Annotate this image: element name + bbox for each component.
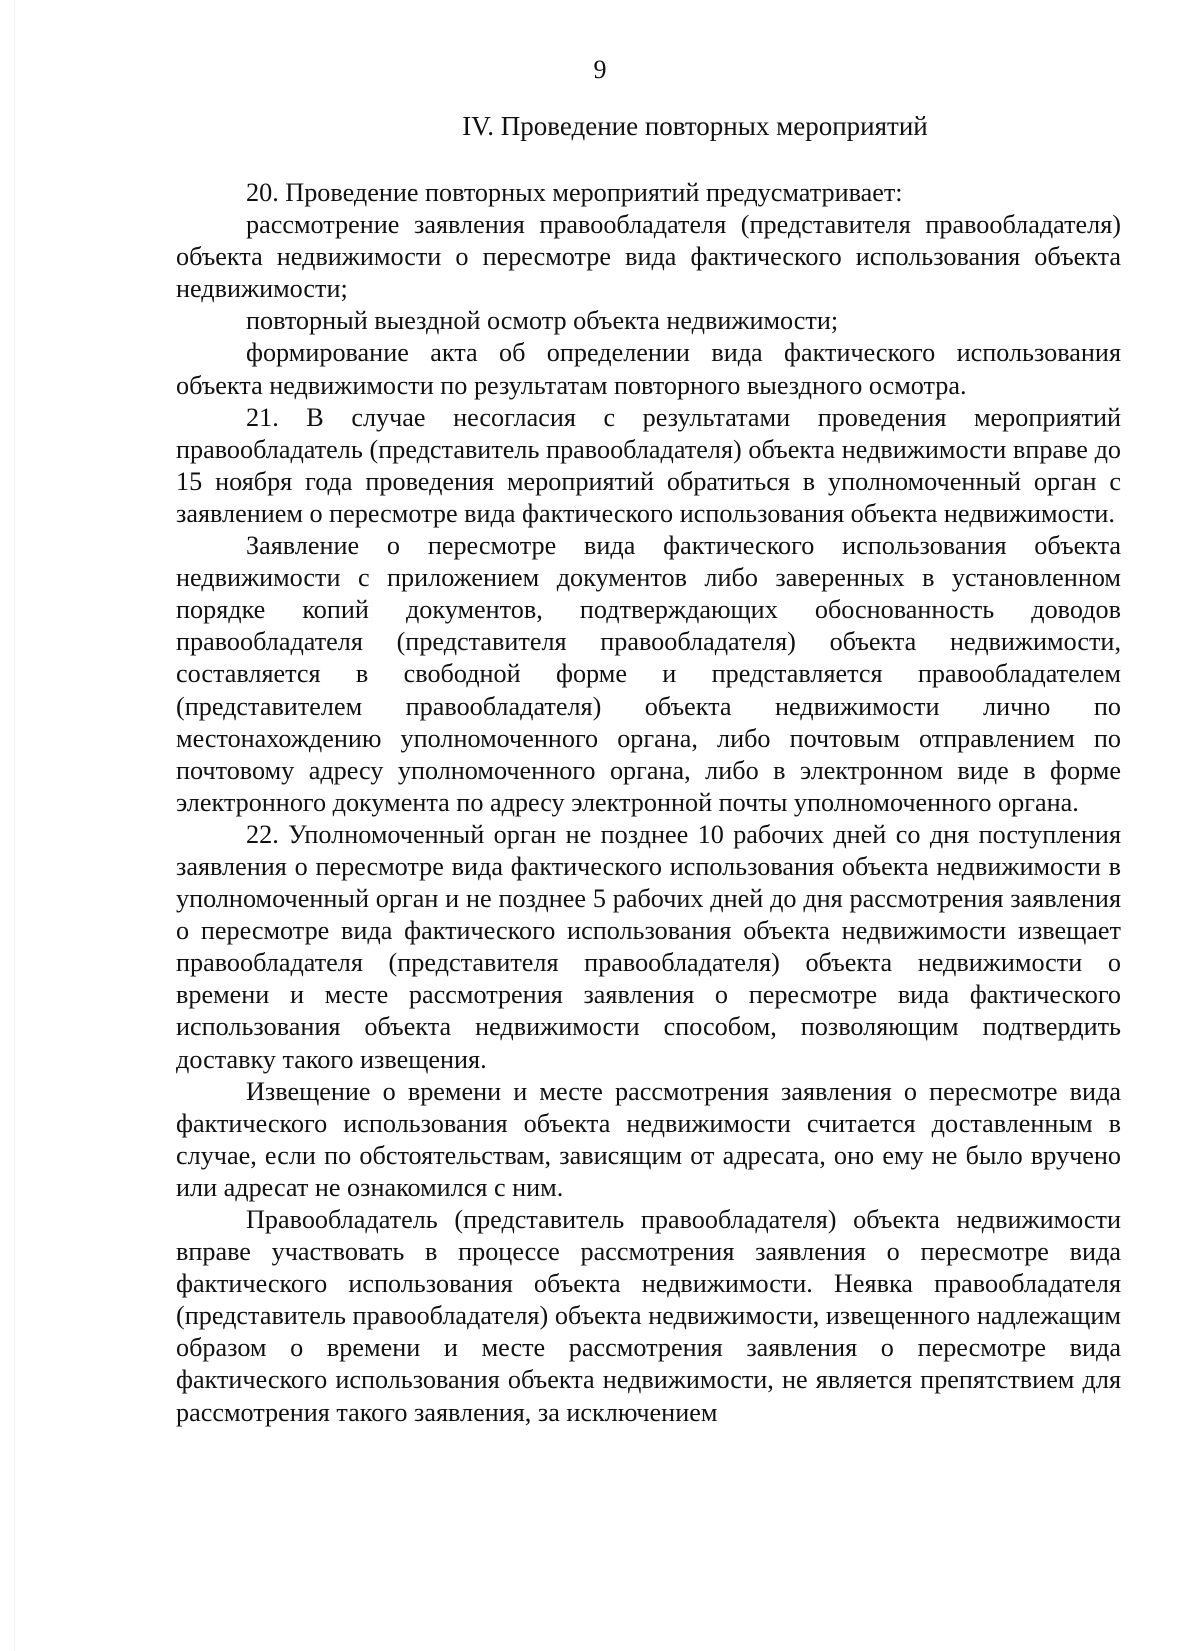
list-item-act-formation: формирование акта об определении вида фактического использования объекта недвижимости по результатам повторного выездного осмотра. xyxy=(176,338,1121,400)
document-body xyxy=(176,177,1121,1429)
page-number: 9 xyxy=(593,55,607,84)
paragraph-20-intro: 20. Проведение повторных мероприятий предусматривает: xyxy=(246,178,903,207)
list-item-repeat-inspection: повторный выездной осмотр объекта недвижимости; xyxy=(246,306,839,336)
paragraph-21: 21. В случае несогласия с результатами проведения мероприятий правообладатель (представитель правообладателя) объекта недвижимости вправе до 15 ноября года проведения мероприятий обратиться в уполномоченный орган с заявлением о пересмотре вида фактического использования объекта недвижимости. xyxy=(176,402,1121,528)
section-title: IV. Проведение повторных мероприятий xyxy=(462,111,928,141)
paragraph-application-submission: Заявление о пересмотре вида фактического использования объекта недвижимости с приложением документов либо заверенных в установленном порядке копий документов, подтверждающих обоснованность доводов правообладателя (представителя правообладателя) объекта недвижимости, составляется в свободной форме и представляется правообладателем (представителем правообладателя) объекта недвижимости лично по местонахождению уполномоченного органа, либо почтовым отправлением по почтовому адресу уполномоченного органа, либо в электронном виде в форме электронного документа по адресу электронной почты уполномоченного органа. xyxy=(176,531,1121,817)
paragraph-22: 22. Уполномоченный орган не позднее 10 рабочих дней со дня поступления заявления о пересмотре вида фактического использования объекта недвижимости в уполномоченный орган и не позднее 5 рабочих дней до дня рассмотрения заявления о пересмотре вида фактического использования объекта недвижимости извещает правообладателя (представителя правообладателя) объекта недвижимости о времени и месте рассмотрения заявления о пересмотре вида фактического использования объекта недвижимости способом, позволяющим подтвердить доставку такого извещения. xyxy=(176,819,1121,1074)
paragraph-notice-delivery: Извещение о времени и месте рассмотрения заявления о пересмотре вида фактического использования объекта недвижимости считается доставленным в случае, если по обстоятельствам, зависящим от адресата, оно ему не было вручено или адресат не ознакомился с ним. xyxy=(176,1076,1121,1202)
list-item-review-application: рассмотрение заявления правообладателя (представителя правообладателя) объекта недвижимости о пересмотре вида фактического использования объекта недвижимости; xyxy=(176,210,1121,304)
scan-edge-line xyxy=(14,0,15,1651)
paragraph-owner-participation: Правообладатель (представитель правообладателя) объекта недвижимости вправе участвовать в процессе рассмотрения заявления о пересмотре вида фактического использования объекта недвижимости. Неявка правообладателя (представитель правообладателя) объекта недвижимости, извещенного надлежащим образом о времени и месте рассмотрения заявления о пересмотре вида фактического использования объекта недвижимости, не является препятствием для рассмотрения такого заявления, за исключением xyxy=(176,1205,1121,1427)
